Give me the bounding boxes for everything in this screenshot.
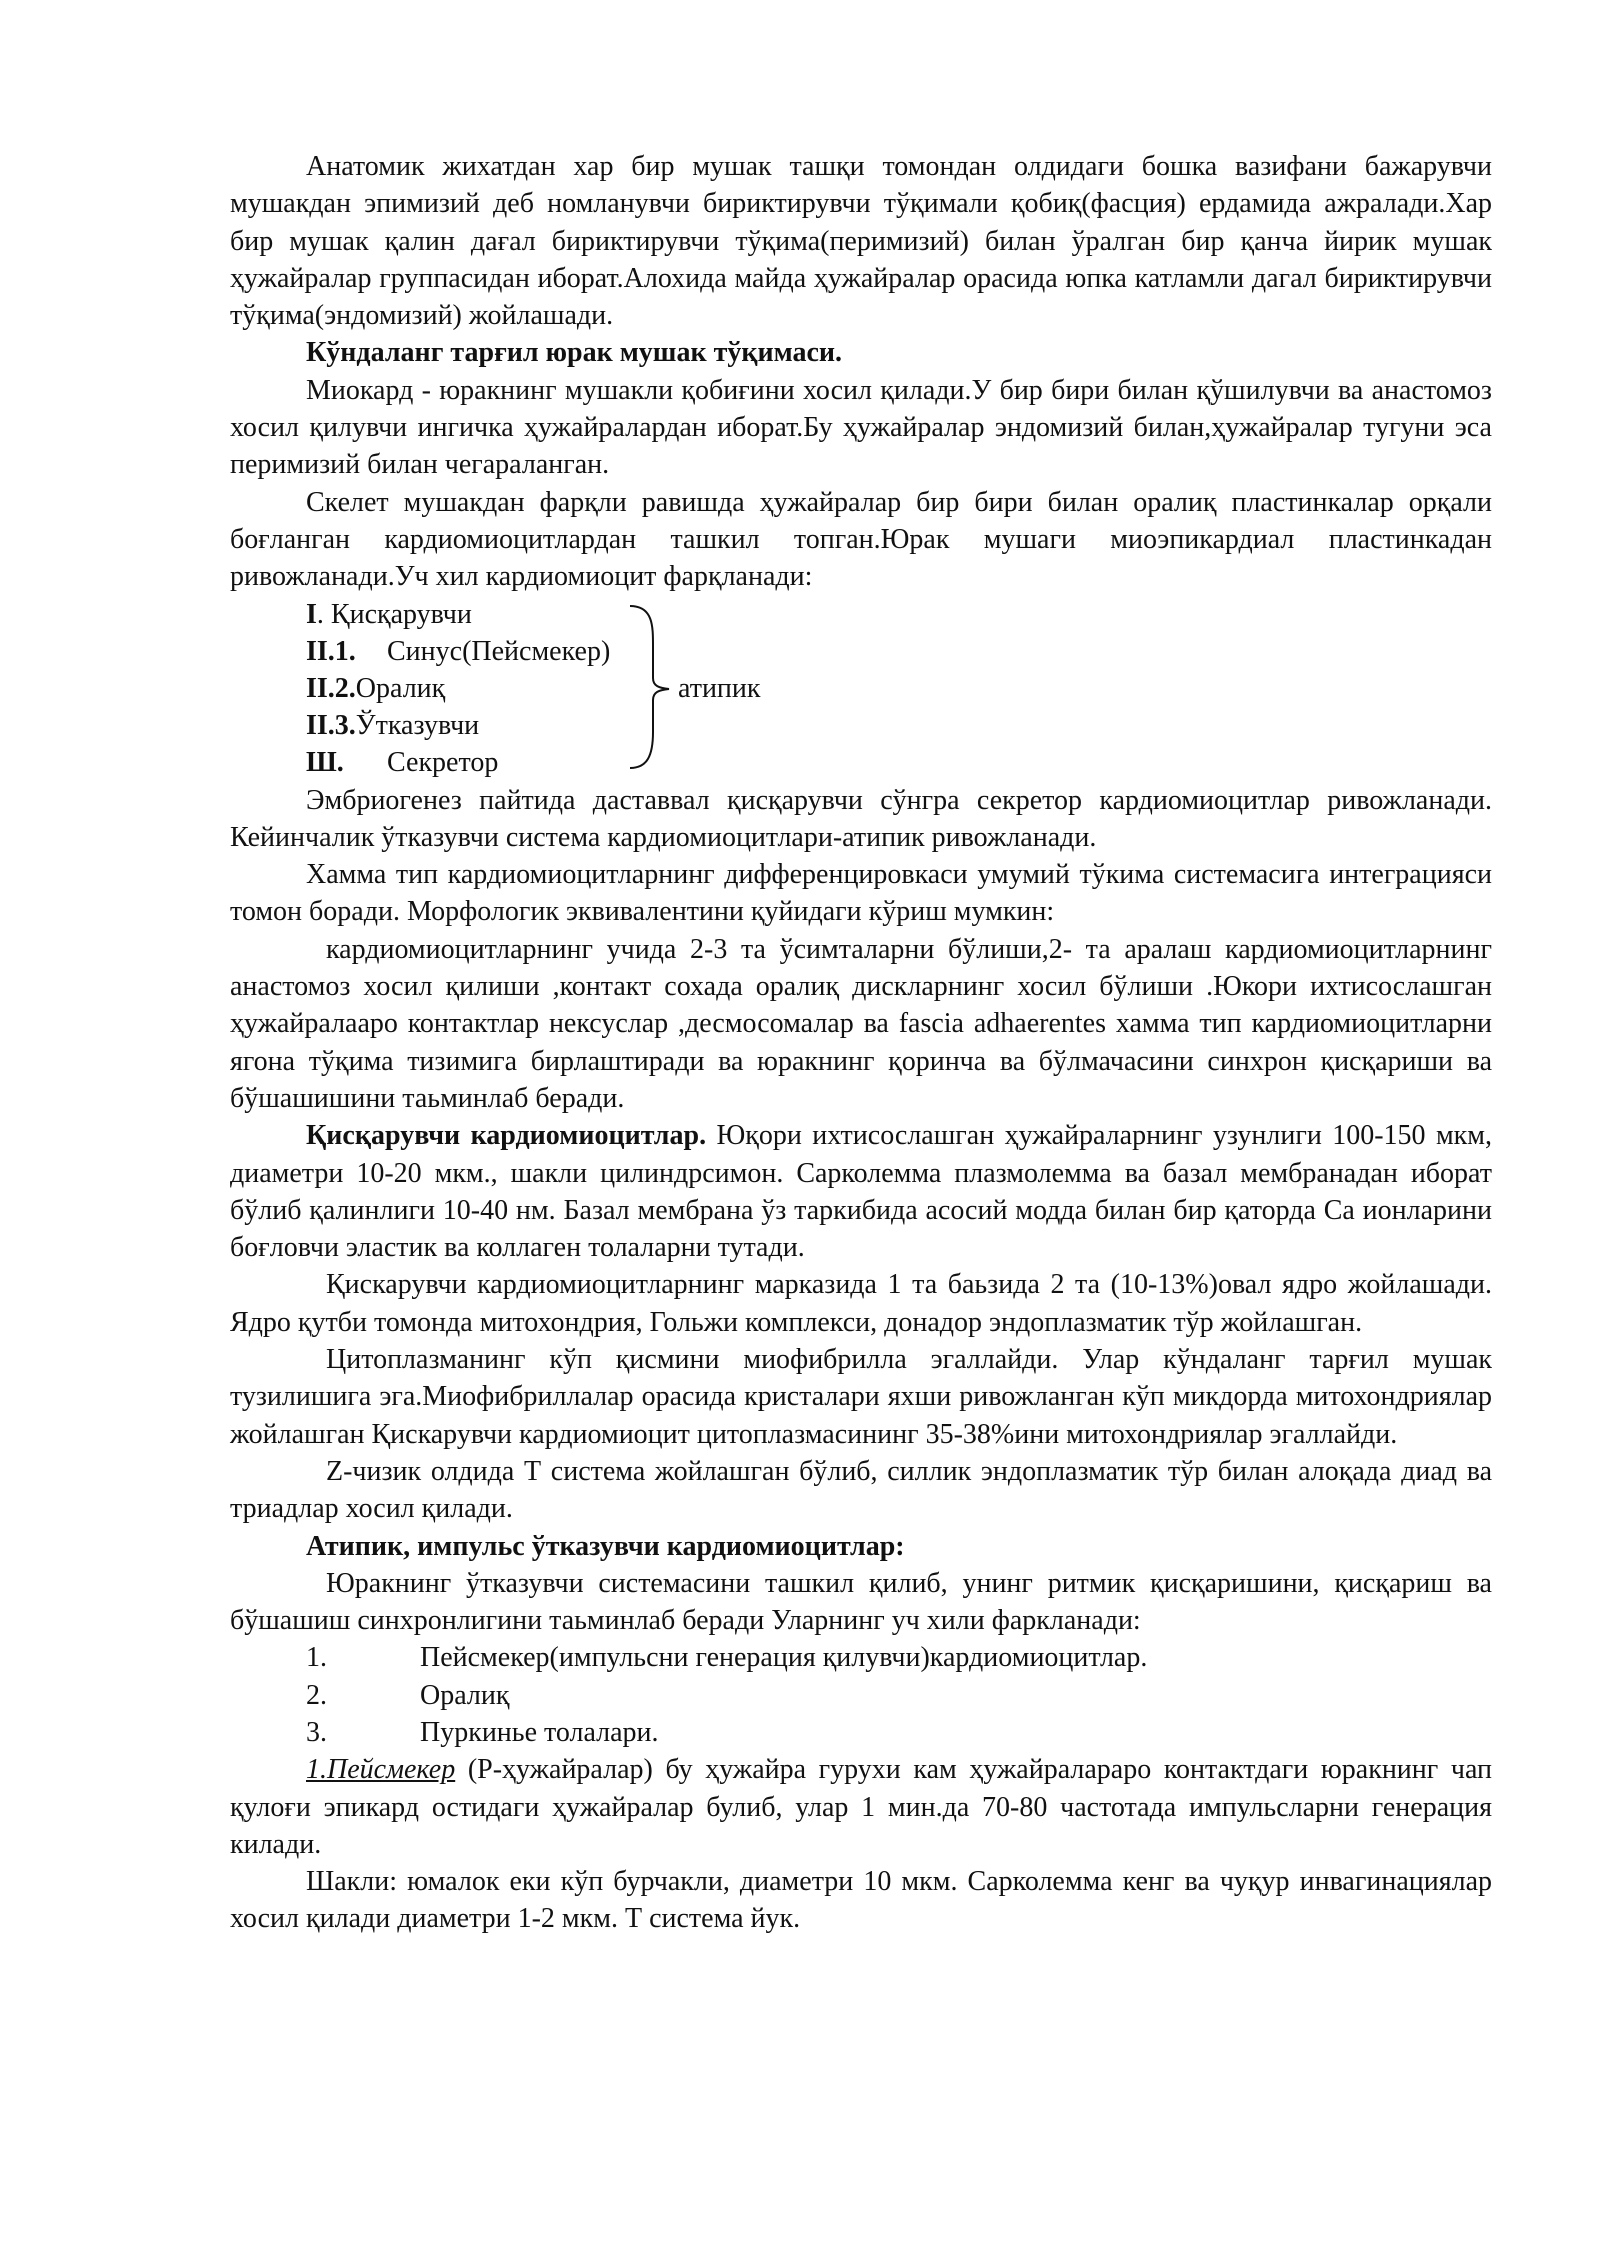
- list-item-text: Синус(Пейсмекер): [387, 635, 611, 667]
- paragraph-pacemaker: [230, 1751, 1492, 1863]
- list-item-text: Оралиқ: [420, 1679, 510, 1711]
- list-item: [230, 1639, 1492, 1676]
- list-item-number: Ш.: [306, 746, 344, 778]
- paragraph-shape: Шакли: юмалок еки кўп бурчакли, диаметри 10 мкм. Сарколемма кенг ва чуқур инвагинациялар хосил қилади диаметри 1-2 мкм. Т система йук.: [230, 1866, 1492, 1935]
- list-item: [306, 670, 445, 707]
- list-item-text: Оралиқ: [355, 672, 446, 704]
- list-item-number: I: [306, 598, 317, 630]
- list-item-number: 1.: [306, 1642, 327, 1674]
- paragraph-embryogenesis: Эмбриогенез пайтида даставвал қисқарувчи сўнгра секретор кардиомиоцитлар ривожланади. Кейинчалик ўтказувчи система кардиомиоцитлари-атипик ривожланади.: [230, 784, 1492, 853]
- list-item-text: Пуркинье толалари.: [420, 1716, 659, 1748]
- pacemaker-term: 1.Пейсмекер: [306, 1754, 456, 1786]
- paragraph-cytoplasm: Цитоплазманинг кўп қисмини миофибрилла эгаллайди. Улар кўндаланг тарғил мушак тузилишига эга.Миофибриллалар орасида кристалари яхши ривожланган кўп микдорда митохондриялар жойлашган Қискарувчи кардиомиоцит цитоплазмасининг 35-38%ини митохондриялар эгаллайди.: [230, 1344, 1492, 1450]
- paragraph-morphology: кардиомиоцитларнинг учида 2-3 та ўсимталарни бўлиши,2- та аралаш кардиомиоцитларнинг анастомоз хосил қилиши ,контакт сохада оралиқ дискларнинг хосил бўлиши .Юкори ихтисослашган ҳужайралааро контактлар нексуслар ,десмосомалар ва fascia adhaerentes хамма тип кардиомиоцитларни ягона тўқима тизимига бирлаштиради ва юракнинг қоринча ва бўлмачасини синхрон қисқариши ва бўшашишини таьминлаб беради.: [230, 933, 1492, 1114]
- list-item-number: II.1.: [306, 635, 356, 667]
- paragraph-myocard: Миокард - юракнинг мушакли қобиғини хосил қилади.У бир бири билан қўшилувчи ва анастомоз хосил қилувчи ингичка ҳужайралардан иборат.Бу ҳужайралар эндомизий билан,ҳужайралар тугуни эса перимизий билан чегараланган.: [230, 374, 1492, 481]
- paragraph-skeletal-difference: Скелет мушакдан фарқли равишда ҳужайралар бир бири билан оралиқ пластинкалар орқали боғланган кардиомиоцитлардан ташкил топган.Юрак мушаги миоэпикардиал пластинкадан ривожланади.Уч хил кардиомиоцит фарқланади:: [230, 486, 1492, 593]
- atypical-label: атипик: [678, 672, 761, 704]
- paragraph-contractile: [230, 1117, 1492, 1266]
- paragraph-anatomy: Анатомик жихатдан хар бир мушак ташқи томондан олдидаги бошка вазифани бажарувчи мушакдан эпимизий деб номланувчи бириктирувчи тўқимали қобиқ(фасция) ердамида ажралади.Хар бир мушак қалин дағал бириктирувчи тўқима(перимизий) билан ўралган бир қанча йирик мушак ҳужайралар группасидан иборат.Алохида майда ҳужайралар орасида юпка катламли дагал бириктирувчи тўқима(эндомизий) жойлашади.: [230, 151, 1492, 332]
- list-item: [306, 744, 498, 781]
- list-item: [306, 707, 479, 744]
- list-item: [306, 596, 472, 633]
- cardiomyocyte-types-list: [230, 596, 1492, 782]
- document-page: [230, 148, 1492, 1938]
- list-item-number: II.2.: [306, 672, 356, 704]
- list-item-text: Пейсмекер(импульсни генерация қилувчи)кардиомиоцитлар.: [420, 1642, 1148, 1674]
- paragraph-differentiation: Хамма тип кардиомиоцитларнинг дифференцировкаси умумий тўкима системасига интеграцияси томон боради. Морфологик эквивалентини қуйидаги кўриш мумкин:: [230, 859, 1492, 928]
- list-item-text: Ўтказувчи: [355, 709, 480, 741]
- paragraph-conduction-system: Юракнинг ўтказувчи системасини ташкил қилиб, унинг ритмик қисқаришини, қисқариш ва бўшашиш синхронлигини таьминлаб беради Уларнинг уч хили фаркланади:: [230, 1567, 1492, 1637]
- paragraph-nucleus: Қискарувчи кардиомиоцитларнинг марказида 1 та баьзида 2 та (10-13%)овал ядро жойлашади. Ядро қутби томонда митохондрия, Гольжи комплекси, донадор эндоплазматик тўр жойлашган.: [230, 1269, 1492, 1338]
- heading-atypical: [230, 1528, 1492, 1565]
- list-item-number: 2.: [306, 1679, 327, 1711]
- list-item-number: 3.: [306, 1716, 327, 1748]
- paragraph-z-line: Z-чизик олдида Т система жойлашган бўлиб, силлик эндоплазматик тўр билан алоқада диад ва триадлар хосил қилади.: [230, 1455, 1492, 1525]
- pacemaker-text: (Р-ҳужайралар) бу ҳужайра гурухи кам ҳужайралараро контактдаги юракнинг чап қулоғи эпикард остидаги ҳужайралар булиб, улар 1 мин.да 70-80 частотада импульсларни генерация килади.: [230, 1754, 1492, 1860]
- heading-cardiac-tissue: [230, 334, 1492, 371]
- list-item-number: II.3.: [306, 709, 356, 741]
- heading-text: Кўндаланг тарғил юрак мушак тўқимаси.: [306, 337, 843, 369]
- contractile-heading: Қисқарувчи кардиомиоцитлар.: [306, 1120, 707, 1152]
- heading-text: Атипик, импульс ўтказувчи кардиомиоцитлар:: [306, 1530, 905, 1562]
- list-item-text: . Қисқарувчи: [316, 598, 472, 630]
- list-item: [230, 1677, 1492, 1714]
- list-item: [230, 1714, 1492, 1751]
- list-item: [306, 633, 610, 670]
- curly-brace-icon: [625, 596, 675, 782]
- conduction-types-list: [230, 1639, 1492, 1751]
- list-item-text: Секретор: [387, 746, 499, 778]
- contractile-text: Юқори ихтисослашган ҳужайраларнинг узунлиги 100-150 мкм, диаметри 10-20 мкм., шакли цилиндрсимон. Сарколемма плазмолемма ва базал мембранадан иборат бўлиб қалинлиги 10-40 нм. Базал мембрана ўз таркибида асосий модда билан бир қаторда Са ионларини боғловчи эластик ва коллаген толаларни тутади.: [230, 1120, 1492, 1264]
